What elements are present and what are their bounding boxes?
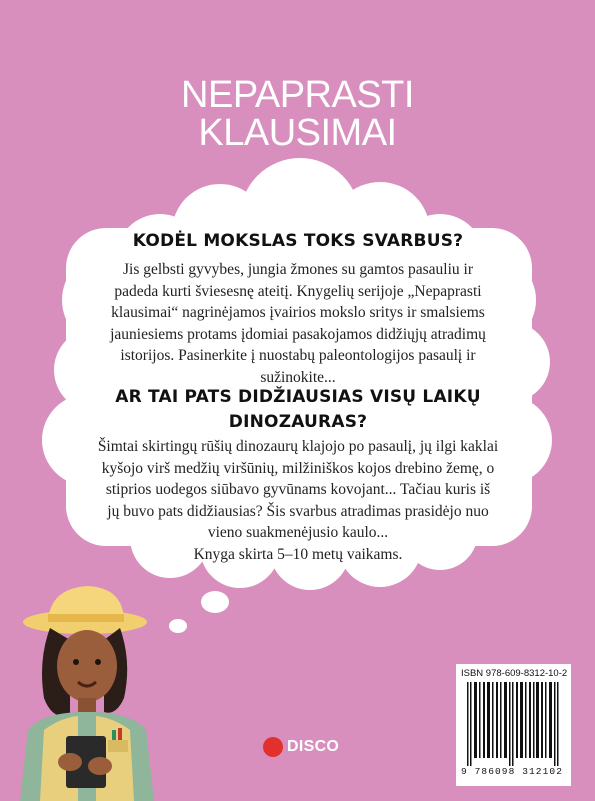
section1-line: klausimai“ nagrinėjamos įvairios mokslo sritys ir smalsiems — [111, 304, 485, 321]
publisher-logo — [263, 737, 339, 757]
publisher-mark-icon — [263, 737, 283, 757]
section1-line: padeda kurti šviesesnę ateitį. Knygelių serijoje „Nepaprasti — [114, 282, 482, 300]
barcode-bars — [461, 682, 566, 766]
barcode-digits: 9 786098 312102 — [461, 766, 564, 777]
series-title-line-1: NEPAPRASTI — [181, 74, 414, 116]
section2-line: kyšojo virš medžių viršūnių, milžiniškos kojos drebino žemę, o — [101, 459, 495, 477]
isbn-number: ISBN 978-609-8312-10-2 — [461, 668, 568, 679]
section2-line: vieno suakmenėjusio kaulo... — [207, 524, 389, 541]
section2-heading — [62, 385, 534, 435]
section2-line: stiprios uodegos siūbavo gyvūnams kovojant... Tačiau kuris iš — [105, 481, 491, 498]
section2-paragraph — [62, 436, 534, 565]
section1-heading: KODĖL MOKSLAS TOKS SVARBUS? — [132, 231, 464, 251]
section1-line: jauniesiems protams įdomiai pasakojamos didžiųjų atradimų — [110, 325, 486, 343]
thought-bubble-small — [169, 619, 187, 633]
section1-line: istorijos. Pasinerkite į nuostabų paleontologijos pasaulį ir — [120, 347, 476, 364]
series-title-line-2: KLAUSIMAI — [198, 112, 397, 154]
publisher-name: DISCO — [287, 738, 340, 755]
age-range: Knyga skirta 5–10 metų vaikams. — [193, 545, 403, 563]
explorer-illustration — [0, 580, 170, 801]
section2-heading-line-1: AR TAI PATS DIDŽIAUSIAS VISŲ LAIKŲ — [115, 387, 481, 407]
section1-line: sužinokite... — [260, 368, 336, 386]
section2-heading-line-2: DINOZAURAS? — [228, 412, 368, 432]
section1-line: Jis gelbsti gyvybes, jungia žmones su gamtos pasauliu ir — [122, 261, 473, 278]
thought-bubble-large — [201, 591, 229, 613]
section1-paragraph — [62, 259, 534, 388]
section2-line: jų buvo pats didžiausias? Šis svarbus atradimas prasidėjo nuo — [107, 502, 489, 520]
isbn-barcode — [456, 664, 571, 786]
section2-line: Šimtai skirtingų rūšių dinozaurų klajojo po pasaulį, jų ilgi kaklai — [97, 438, 499, 455]
